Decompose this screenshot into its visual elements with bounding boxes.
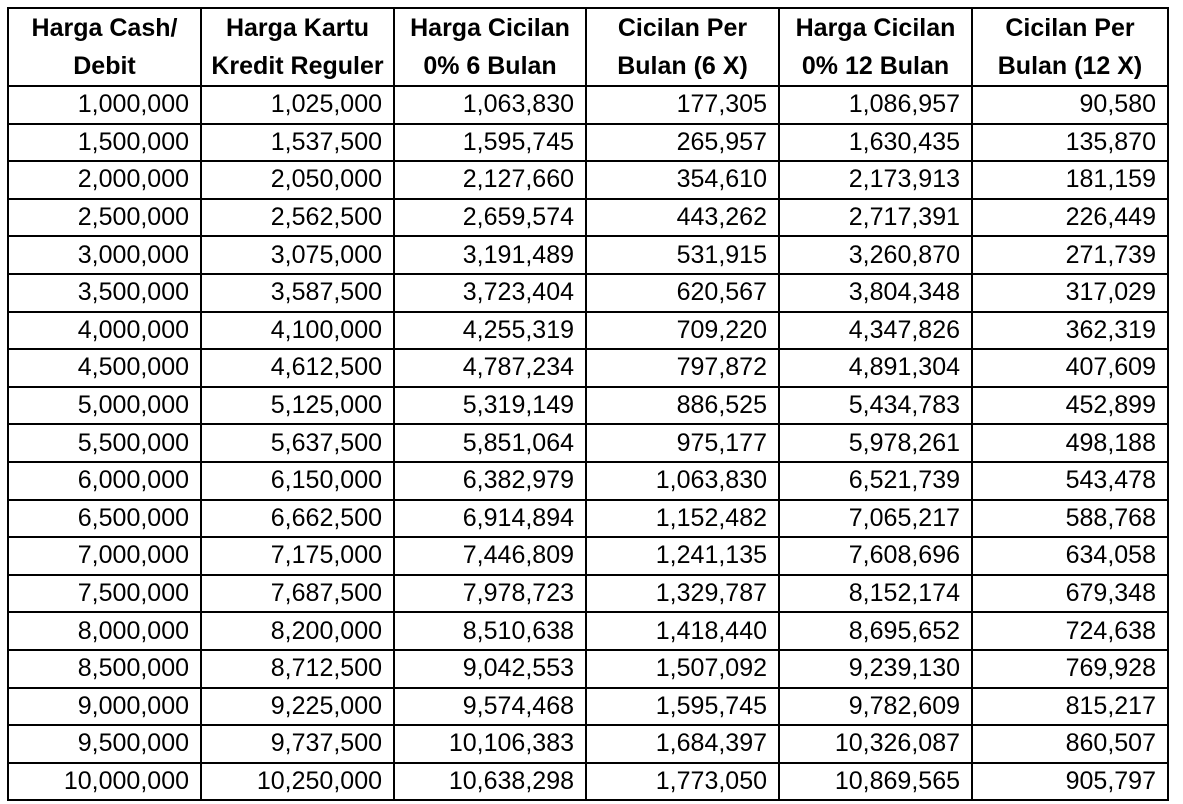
column-header-line: Harga Kartu: [225, 14, 370, 42]
table-cell: 5,500,000: [8, 424, 201, 462]
table-cell: 9,000,000: [8, 688, 201, 726]
table-cell: 7,687,500: [201, 575, 394, 613]
table-cell: 317,029: [972, 274, 1168, 312]
table-cell: 3,587,500: [201, 274, 394, 312]
table-cell: 7,175,000: [201, 537, 394, 575]
table-cell: 6,521,739: [779, 462, 972, 500]
table-cell: 9,737,500: [201, 725, 394, 763]
table-cell: 10,638,298: [394, 763, 586, 801]
table-cell: 620,567: [586, 274, 779, 312]
table-cell: 1,595,745: [394, 124, 586, 162]
table-row: [8, 763, 1168, 801]
table-cell: 8,695,652: [779, 612, 972, 650]
table-cell: 8,152,174: [779, 575, 972, 613]
table-cell: 1,241,135: [586, 537, 779, 575]
table-cell: 4,255,319: [394, 312, 586, 350]
table-cell: 443,262: [586, 199, 779, 237]
table-cell: 5,000,000: [8, 387, 201, 425]
table-cell: 452,899: [972, 387, 1168, 425]
table-cell: 3,500,000: [8, 274, 201, 312]
table-cell: 2,717,391: [779, 199, 972, 237]
table-cell: 9,225,000: [201, 688, 394, 726]
table-cell: 3,000,000: [8, 236, 201, 274]
table-cell: 10,326,087: [779, 725, 972, 763]
table-cell: 407,609: [972, 349, 1168, 387]
table-header: [8, 8, 1168, 86]
table-row: [8, 161, 1168, 199]
table-cell: 5,319,149: [394, 387, 586, 425]
column-header-line: 0% 6 Bulan: [423, 52, 557, 80]
table-cell: 10,869,565: [779, 763, 972, 801]
table-cell: 2,173,913: [779, 161, 972, 199]
table-row: [8, 199, 1168, 237]
table-cell: 8,712,500: [201, 650, 394, 688]
table-cell: 7,446,809: [394, 537, 586, 575]
table-cell: 7,000,000: [8, 537, 201, 575]
table-cell: 181,159: [972, 161, 1168, 199]
table-cell: 9,574,468: [394, 688, 586, 726]
table-cell: 1,595,745: [586, 688, 779, 726]
table-cell: 5,125,000: [201, 387, 394, 425]
table-cell: 10,000,000: [8, 763, 201, 801]
table-cell: 1,025,000: [201, 86, 394, 124]
table-cell: 7,978,723: [394, 575, 586, 613]
table-row: [8, 387, 1168, 425]
column-header-4: [586, 8, 779, 86]
table-cell: 2,659,574: [394, 199, 586, 237]
column-header-line: Harga Cicilan: [410, 14, 570, 42]
table-cell: 7,608,696: [779, 537, 972, 575]
column-header-1: [8, 8, 201, 86]
table-cell: 1,630,435: [779, 124, 972, 162]
table-cell: 8,500,000: [8, 650, 201, 688]
table-cell: 6,914,894: [394, 500, 586, 538]
table-row: [8, 650, 1168, 688]
table-row: [8, 725, 1168, 763]
table-cell: 1,063,830: [586, 462, 779, 500]
table-cell: 2,127,660: [394, 161, 586, 199]
column-header-line: Harga Cicilan: [795, 14, 956, 42]
table-cell: 797,872: [586, 349, 779, 387]
table-cell: 10,250,000: [201, 763, 394, 801]
table-cell: 362,319: [972, 312, 1168, 350]
column-header-3: [394, 8, 586, 86]
column-header-line: Bulan (12 X): [997, 52, 1143, 80]
table-cell: 769,928: [972, 650, 1168, 688]
table-cell: 1,500,000: [8, 124, 201, 162]
table-cell: 2,050,000: [201, 161, 394, 199]
column-header-5: [779, 8, 972, 86]
table-cell: 3,804,348: [779, 274, 972, 312]
table-cell: 724,638: [972, 612, 1168, 650]
table-cell: 498,188: [972, 424, 1168, 462]
table-cell: 709,220: [586, 312, 779, 350]
table-cell: 4,100,000: [201, 312, 394, 350]
table-cell: 5,434,783: [779, 387, 972, 425]
table-cell: 1,000,000: [8, 86, 201, 124]
table-cell: 10,106,383: [394, 725, 586, 763]
table-cell: 1,329,787: [586, 575, 779, 613]
table-cell: 8,510,638: [394, 612, 586, 650]
table-cell: 2,500,000: [8, 199, 201, 237]
table-cell: 5,978,261: [779, 424, 972, 462]
table-cell: 815,217: [972, 688, 1168, 726]
table-cell: 226,449: [972, 199, 1168, 237]
column-header-6: [972, 8, 1168, 86]
table-row: [8, 500, 1168, 538]
table-cell: 9,239,130: [779, 650, 972, 688]
column-header-line: Kredit Reguler: [211, 52, 384, 80]
table-cell: 4,000,000: [8, 312, 201, 350]
table-row: [8, 537, 1168, 575]
table-cell: 2,000,000: [8, 161, 201, 199]
table-row: [8, 349, 1168, 387]
column-header-line: Debit: [73, 52, 136, 80]
table-cell: 531,915: [586, 236, 779, 274]
table-cell: 3,075,000: [201, 236, 394, 274]
table-cell: 6,382,979: [394, 462, 586, 500]
table-row: [8, 688, 1168, 726]
table-cell: 3,723,404: [394, 274, 586, 312]
table-cell: 9,782,609: [779, 688, 972, 726]
table-cell: 6,662,500: [201, 500, 394, 538]
column-header-line: Bulan (6 X): [617, 52, 748, 80]
table-cell: 271,739: [972, 236, 1168, 274]
table-cell: 860,507: [972, 725, 1168, 763]
table-cell: 1,507,092: [586, 650, 779, 688]
table-cell: 1,537,500: [201, 124, 394, 162]
table-cell: 679,348: [972, 575, 1168, 613]
table-cell: 975,177: [586, 424, 779, 462]
table-cell: 90,580: [972, 86, 1168, 124]
header-row: [8, 8, 1168, 86]
table-row: [8, 274, 1168, 312]
table-cell: 3,260,870: [779, 236, 972, 274]
table-cell: 1,684,397: [586, 725, 779, 763]
table-cell: 4,500,000: [8, 349, 201, 387]
price-table: [7, 7, 1169, 801]
table-cell: 6,500,000: [8, 500, 201, 538]
table-cell: 1,773,050: [586, 763, 779, 801]
table-cell: 1,152,482: [586, 500, 779, 538]
table-body: [8, 86, 1168, 800]
table-cell: 4,347,826: [779, 312, 972, 350]
table-cell: 9,042,553: [394, 650, 586, 688]
table-cell: 1,418,440: [586, 612, 779, 650]
table-cell: 9,500,000: [8, 725, 201, 763]
table-row: [8, 124, 1168, 162]
table-cell: 5,637,500: [201, 424, 394, 462]
table-row: [8, 312, 1168, 350]
table-cell: 543,478: [972, 462, 1168, 500]
table-cell: 634,058: [972, 537, 1168, 575]
table-row: [8, 575, 1168, 613]
column-header-line: Cicilan Per: [1005, 14, 1135, 42]
table-cell: 588,768: [972, 500, 1168, 538]
table-cell: 905,797: [972, 763, 1168, 801]
table-cell: 135,870: [972, 124, 1168, 162]
table-row: [8, 462, 1168, 500]
table-cell: 7,065,217: [779, 500, 972, 538]
table-cell: 1,063,830: [394, 86, 586, 124]
column-header-line: Harga Cash/: [31, 14, 178, 42]
table-cell: 3,191,489: [394, 236, 586, 274]
table-cell: 4,612,500: [201, 349, 394, 387]
table-cell: 7,500,000: [8, 575, 201, 613]
table-cell: 4,891,304: [779, 349, 972, 387]
table-cell: 6,150,000: [201, 462, 394, 500]
table-cell: 8,000,000: [8, 612, 201, 650]
table-cell: 2,562,500: [201, 199, 394, 237]
column-header-line: Cicilan Per: [617, 14, 748, 42]
table-row: [8, 86, 1168, 124]
table-row: [8, 236, 1168, 274]
table-cell: 886,525: [586, 387, 779, 425]
table-row: [8, 424, 1168, 462]
column-header-line: 0% 12 Bulan: [801, 52, 950, 80]
table-cell: 1,086,957: [779, 86, 972, 124]
table-cell: 177,305: [586, 86, 779, 124]
table-row: [8, 612, 1168, 650]
table-cell: 354,610: [586, 161, 779, 199]
column-header-2: [201, 8, 394, 86]
table-cell: 265,957: [586, 124, 779, 162]
table-cell: 5,851,064: [394, 424, 586, 462]
table-cell: 4,787,234: [394, 349, 586, 387]
table-cell: 8,200,000: [201, 612, 394, 650]
table-cell: 6,000,000: [8, 462, 201, 500]
